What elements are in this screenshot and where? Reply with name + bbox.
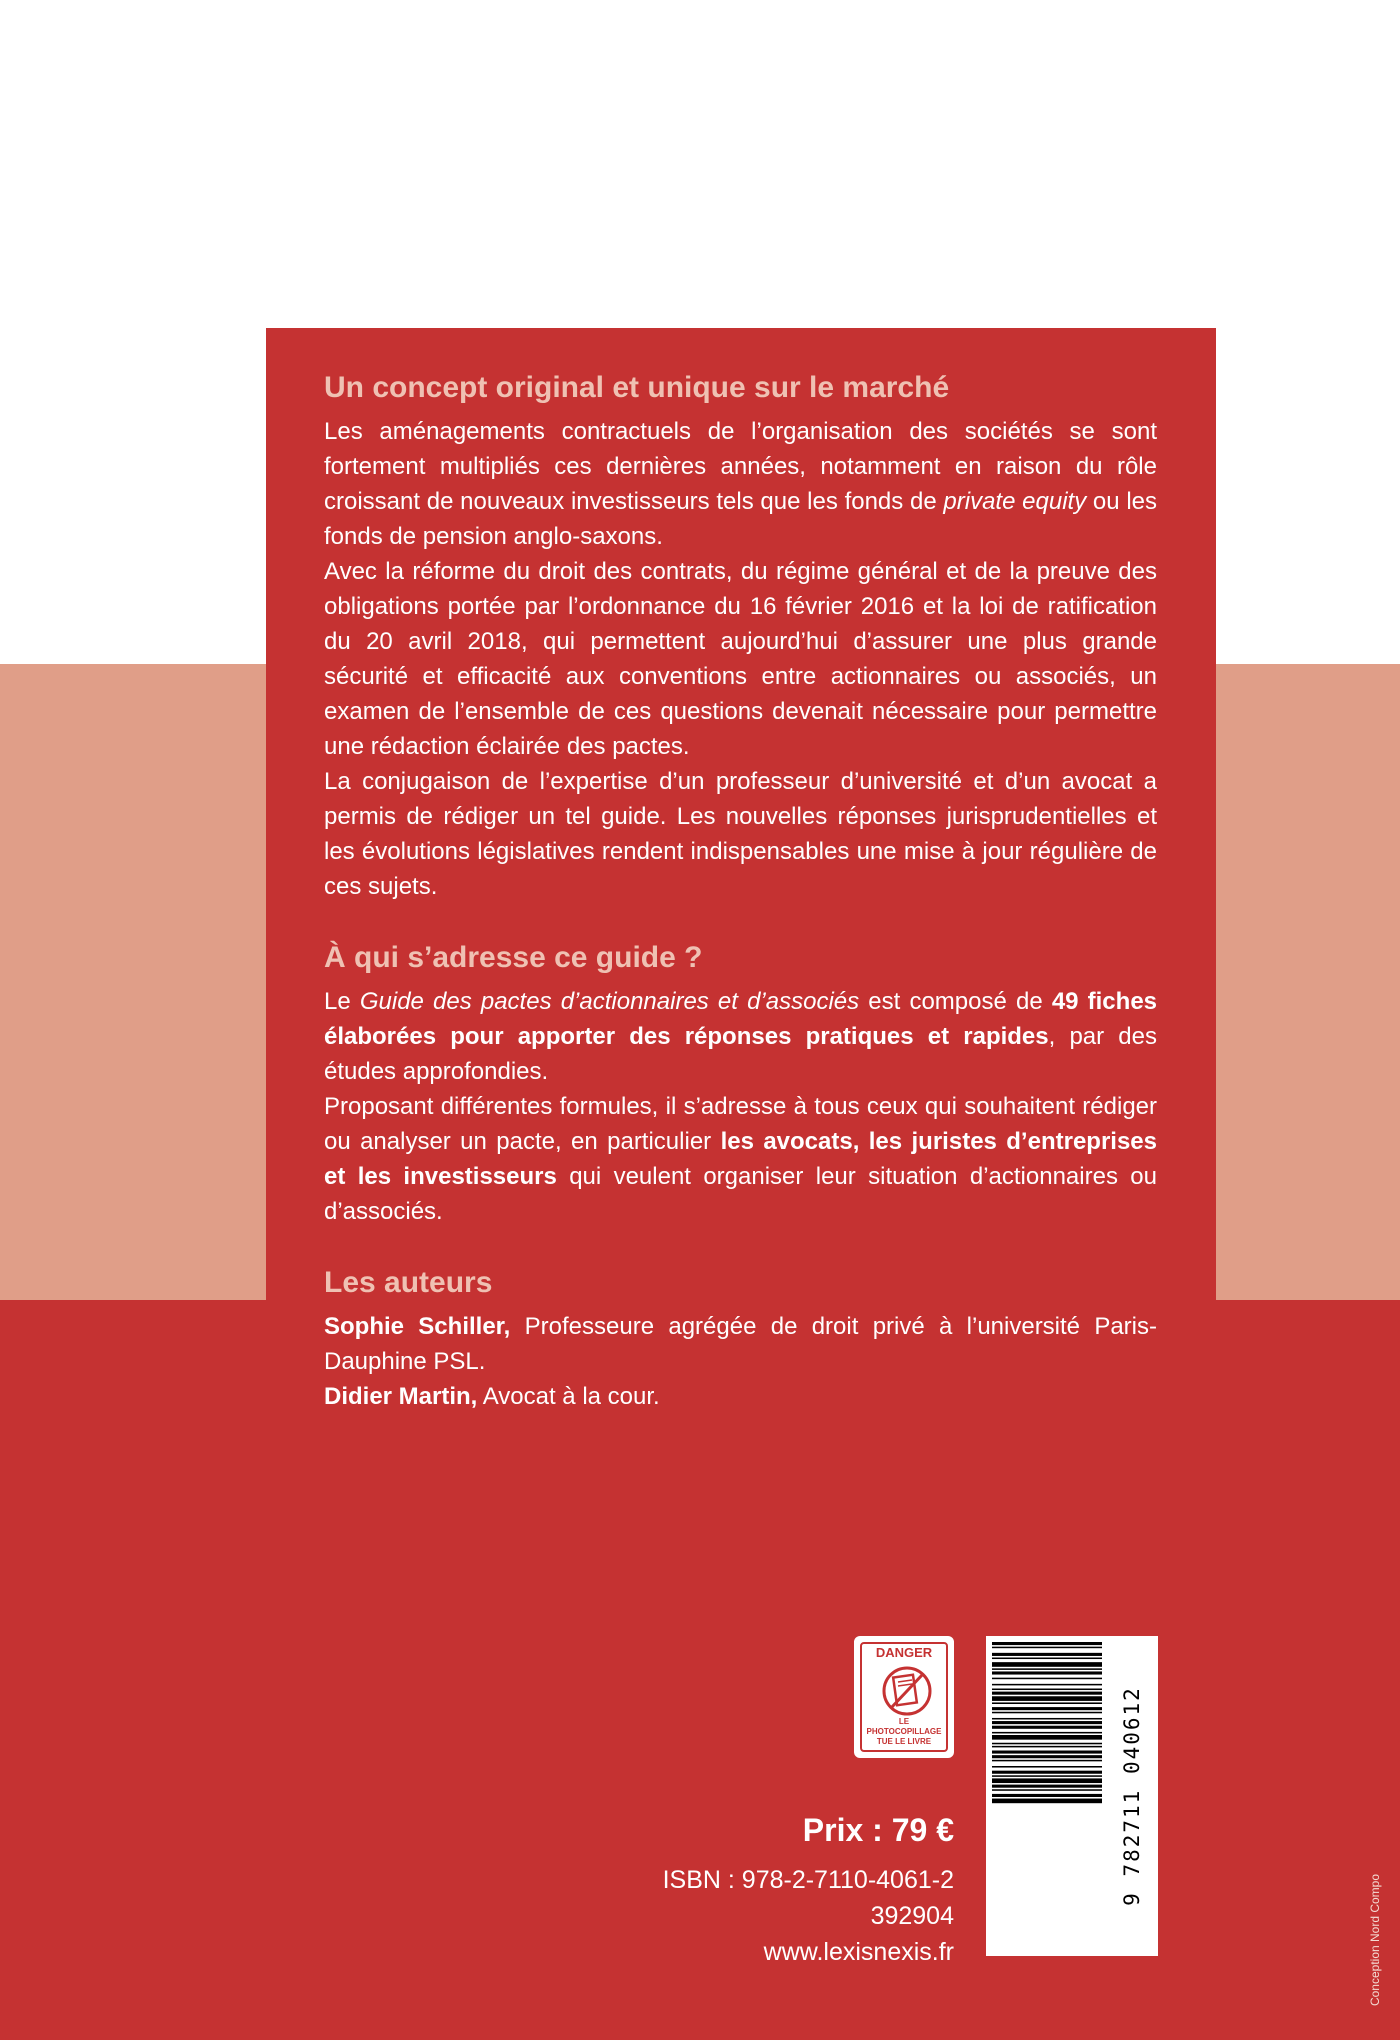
- barcode-bar: [992, 1751, 1102, 1754]
- barcode-bar: [992, 1712, 1102, 1714]
- barcode-bar: [992, 1707, 1102, 1710]
- barcode-bar: [992, 1755, 1102, 1758]
- photocopy-book-icon: [882, 1664, 932, 1718]
- emphasis-private-equity: private equity: [943, 488, 1087, 515]
- barcode-bar: [992, 1794, 1102, 1797]
- barcode-bar: [992, 1735, 1102, 1740]
- paragraph-audience-2: Proposant différentes formules, il s’adresse à tous ceux qui souhaitent rédiger ou analyser un pacte, en particulier les avocats, les juristes d’entreprises et les investisseurs qui veulent organiser leur situation d’actionnaires ou d’associés.: [324, 1093, 1157, 1225]
- barcode-bar: [992, 1647, 1102, 1649]
- barcode-bar: [992, 1732, 1102, 1734]
- author-2-name: Didier Martin,: [324, 1383, 478, 1410]
- website-link[interactable]: www.lexisnexis.fr: [763, 1938, 954, 1966]
- barcode-bar: [992, 1766, 1102, 1768]
- barcode-bar: [992, 1721, 1102, 1724]
- back-cover-text: [324, 368, 1157, 1414]
- barcode-bar: [992, 1785, 1102, 1788]
- barcode-bar: [992, 1696, 1102, 1701]
- barcode-bar: [992, 1684, 1102, 1686]
- strong-target-readers: les avocats, les juristes d’entreprises et les investisseurs: [324, 1128, 1157, 1190]
- barcode-bars: [992, 1642, 1102, 1950]
- danger-label: DANGER: [875, 1645, 933, 1660]
- author-2-description: Avocat à la cour.: [477, 1383, 660, 1410]
- barcode-bar: [992, 1662, 1102, 1667]
- section-heading-authors: Les auteurs: [324, 1266, 493, 1299]
- barcode-bar: [992, 1689, 1102, 1691]
- author-2: [324, 1379, 1157, 1414]
- barcode-bar: [992, 1718, 1102, 1720]
- reference-number: 392904: [870, 1902, 954, 1930]
- barcode-bar: [992, 1771, 1102, 1774]
- author-1: [324, 1309, 1157, 1379]
- barcode-bar: [992, 1775, 1102, 1777]
- barcode-bar: [992, 1668, 1102, 1670]
- barcode-bar: [992, 1789, 1102, 1791]
- paragraph-concept-1: Les aménagements contractuels de l’organisation des sociétés se sont fortement multipliés ces dernières années, notamment en raison du rôle croissant de nouveaux investisseurs tels que les fonds de private equity ou les fonds de pension anglo-saxons.: [324, 418, 1157, 550]
- barcode-digits: 9 782711 040612: [1120, 1686, 1144, 1906]
- paragraph-audience-1: Le Guide des pactes d’actionnaires et d’associés est composé de 49 fiches élaborées pour apporter des réponses pratiques et rapides, par des études approfondies.: [324, 988, 1158, 1085]
- barcode-bar: [992, 1743, 1102, 1745]
- isbn-label: ISBN : 978-2-7110-4061-2: [662, 1866, 954, 1894]
- barcode-bar: [992, 1726, 1102, 1729]
- section-heading-audience: À qui s’adresse ce guide ?: [324, 941, 703, 974]
- barcode-bar: [992, 1653, 1102, 1656]
- barcode-bar: [992, 1678, 1102, 1680]
- price-label: Prix : 79 €: [802, 1812, 954, 1848]
- barcode-bar: [992, 1692, 1102, 1695]
- barcode-bar: [992, 1760, 1102, 1762]
- barcode-bar: [992, 1658, 1102, 1660]
- design-credit: Conception Nord Compo: [1368, 1873, 1382, 2007]
- author-1-name: Sophie Schiller,: [324, 1313, 511, 1340]
- barcode-bar: [992, 1746, 1102, 1748]
- publication-info: [663, 1808, 954, 1970]
- danger-caption: LE PHOTOCOPILLAGE TUE LE LIVRE: [866, 1717, 942, 1746]
- emphasis-guide-title: Guide des pactes d’actionnaires et d’associés: [359, 988, 860, 1015]
- photocopy-danger-logo: [854, 1636, 954, 1758]
- barcode-bar: [992, 1671, 1102, 1674]
- barcode-bar: [992, 1799, 1102, 1804]
- barcode-bar: [992, 1778, 1102, 1783]
- section-heading-concept: Un concept original et unique sur le marché: [324, 371, 950, 404]
- paragraph-concept-2: Avec la réforme du droit des contrats, du régime général et de la preuve des obligations portée par l’ordonnance du 16 février 2016 et la loi de ratification du 20 avril 2018, qui permettent aujourd’hui d’assurer une plus grande sécurité et efficacité aux conventions entre actionnaires ou associés, un examen de l’ensemble de ces questions devenait nécessaire pour permettre une rédaction éclairée des pactes.: [324, 558, 1157, 760]
- strong-49-fiches: 49 fiches élaborées pour apporter des réponses pratiques et rapides: [324, 988, 1158, 1050]
- barcode-bar: [992, 1642, 1102, 1645]
- author-1-description: Professeure agrégée de droit privé à l’université Paris-Dauphine PSL.: [324, 1313, 1157, 1375]
- isbn-barcode: [986, 1636, 1158, 1956]
- paragraph-concept-3: La conjugaison de l’expertise d’un professeur d’université et d’un avocat a permis de rédiger un tel guide. Les nouvelles réponses jurisprudentielles et les évolutions législatives rendent indispensables une mise à jour régulière de ces sujets.: [324, 768, 1157, 900]
- barcode-bar: [992, 1702, 1102, 1704]
